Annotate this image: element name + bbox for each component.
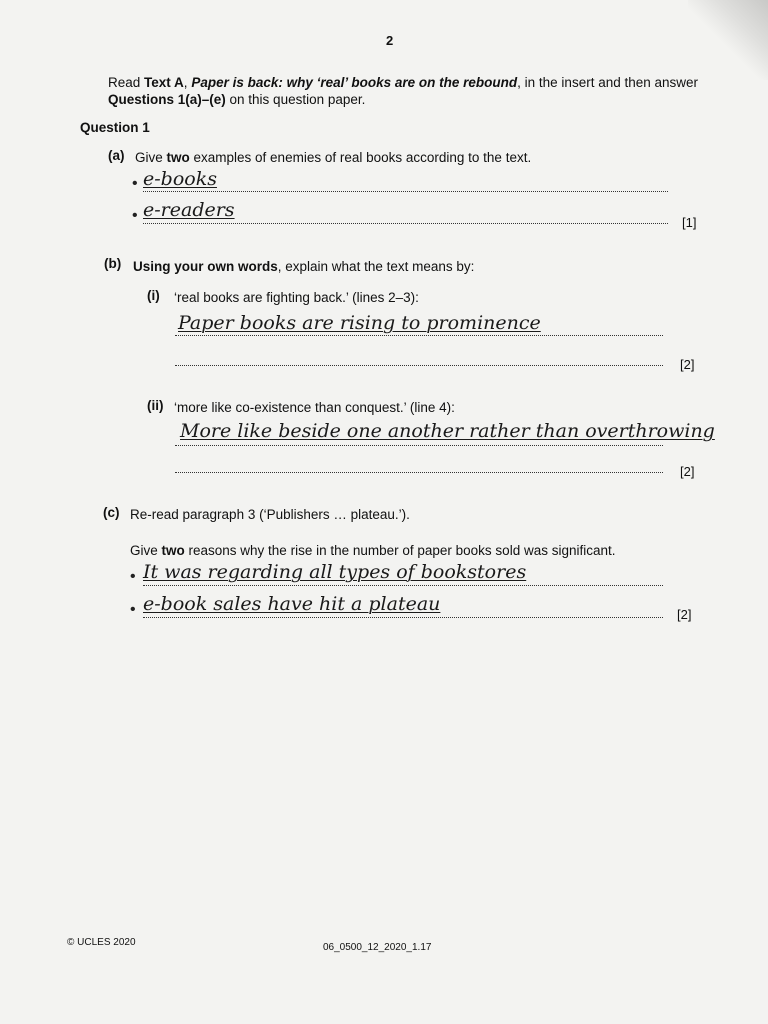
page-curl-shadow	[688, 0, 768, 80]
part-c-prompt-post: reasons why the rise in the number of paper books sold was significant.	[184, 543, 616, 558]
answer-bullet: •	[130, 601, 136, 618]
part-c-label: (c)	[103, 505, 120, 520]
part-a-prompt-bold: two	[166, 150, 190, 165]
marks-a: [1]	[682, 215, 697, 230]
marks-b-ii: [2]	[680, 464, 695, 479]
footer-code: 06_0500_12_2020_1.17	[323, 942, 432, 953]
page-number: 2	[386, 33, 394, 48]
answer-line	[143, 191, 668, 192]
answer-line	[143, 617, 663, 618]
answer-bullet: •	[130, 568, 136, 585]
marks-c: [2]	[677, 607, 692, 622]
part-b-ii-label: (ii)	[147, 398, 164, 413]
part-c-prompt-2	[130, 543, 616, 558]
intro-text-a: Text A	[144, 75, 184, 90]
intro-questions-ref: Questions 1(a)–(e)	[108, 92, 226, 107]
intro-line-1	[108, 75, 698, 90]
part-c-prompt-bold: two	[161, 543, 185, 558]
footer-copyright: © UCLES 2020	[67, 937, 136, 948]
intro-rest-1: , in the insert and then answer	[517, 75, 699, 90]
part-b-i-label: (i)	[147, 288, 160, 303]
part-b-ii-prompt: ‘more like co-existence than conquest.’ (line 4):	[174, 400, 455, 415]
answer-c-2: e-book sales have hit a plateau	[143, 593, 441, 615]
part-a-label: (a)	[108, 148, 125, 163]
answer-b-i: Paper books are rising to prominence	[178, 312, 541, 334]
intro-line-2	[108, 92, 365, 107]
part-a-prompt-post: examples of enemies of real books according to the text.	[189, 150, 532, 165]
part-a-prompt	[135, 150, 531, 165]
intro-title: Paper is back: why ‘real’ books are on the rebound	[191, 75, 518, 90]
answer-line	[175, 335, 663, 336]
intro-comma: ,	[183, 75, 192, 90]
answer-a-1: e-books	[143, 168, 217, 190]
part-c-prompt-pre: Give	[130, 543, 162, 558]
answer-a-2: e-readers	[143, 199, 235, 221]
part-c-prompt-1: Re-read paragraph 3 (‘Publishers … plateau.’).	[130, 507, 410, 522]
intro-rest-2: on this question paper.	[225, 92, 366, 107]
part-b-prompt	[133, 259, 474, 274]
intro-read: Read	[108, 75, 145, 90]
answer-b-ii: More like beside one another rather than overthrowing	[180, 420, 715, 442]
answer-c-1: It was regarding all types of bookstores	[143, 561, 527, 583]
answer-line	[175, 445, 663, 446]
answer-line	[175, 472, 663, 473]
part-a-prompt-pre: Give	[135, 150, 167, 165]
part-b-label: (b)	[104, 256, 122, 271]
answer-bullet: •	[132, 175, 138, 192]
part-b-prompt-bold: Using your own words	[133, 259, 278, 274]
part-b-prompt-post: , explain what the text means by:	[277, 259, 475, 274]
answer-line	[175, 365, 663, 366]
answer-line	[143, 223, 668, 224]
answer-bullet: •	[132, 207, 138, 224]
answer-line	[143, 585, 663, 586]
part-b-i-prompt: ‘real books are fighting back.’ (lines 2–3):	[174, 290, 419, 305]
marks-b-i: [2]	[680, 357, 695, 372]
question-heading: Question 1	[80, 120, 150, 135]
